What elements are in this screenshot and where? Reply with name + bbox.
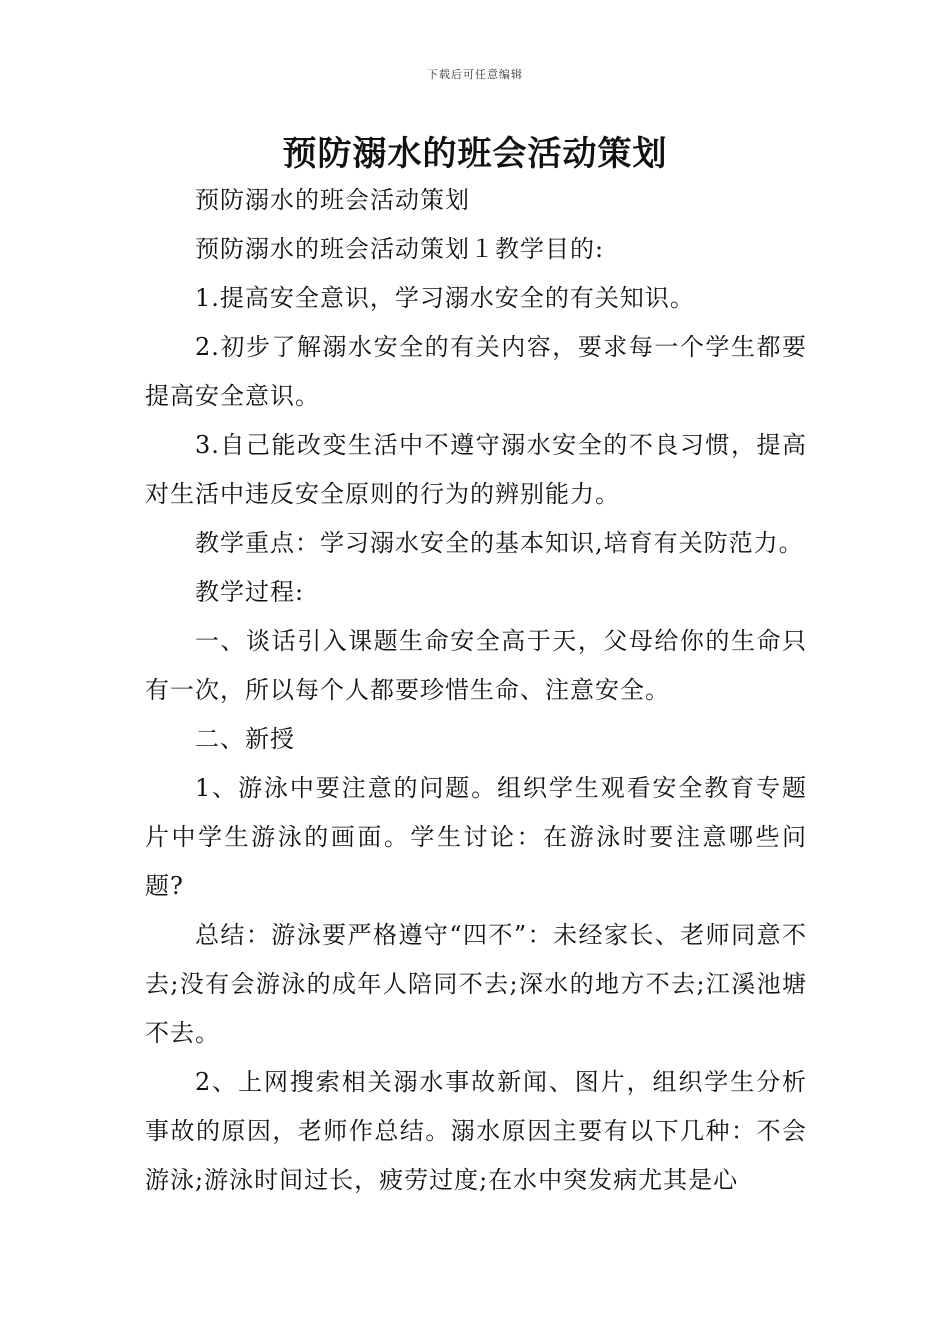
paragraph: 3.自己能改变生活中不遵守溺水安全的不良习惯，提高对生活中违反安全原则的行为的辨别能力。	[145, 431, 807, 508]
paragraph: 二、新授	[195, 725, 295, 753]
paragraph: 2、上网搜索相关溺水事故新闻、图片，组织学生分析事故的原因，老师作总结。溺水原因主要有以下几种：不会游泳;游泳时间过长，疲劳过度;在水中突发病尤其是心	[145, 1068, 807, 1194]
paragraph: 预防溺水的班会活动策划１教学目的:	[195, 235, 605, 263]
document-title: 预防溺水的班会活动策划	[282, 134, 668, 174]
paragraph: 一、谈话引入课题生命安全高于天，父母给你的生命只有一次，所以每个人都要珍惜生命、注意安全。	[145, 627, 807, 704]
paragraph: 教学过程:	[195, 578, 305, 606]
document-body	[145, 176, 807, 1205]
page-header-note: 下载后可任意编辑	[427, 68, 523, 81]
paragraph: 教学重点：学习溺水安全的基本知识,培育有关防范力。	[195, 529, 804, 557]
paragraph: 2.初步了解溺水安全的有关内容，要求每一个学生都要提高安全意识。	[145, 333, 807, 410]
paragraph: 总结：游泳要严格遵守“四不”：未经家长、老师同意不去;没有会游泳的成年人陪同不去;深水的地方不去;江溪池塘不去。	[145, 921, 807, 1047]
paragraph: 预防溺水的班会活动策划	[195, 186, 470, 214]
paragraph: 1、游泳中要注意的问题。组织学生观看安全教育专题片中学生游泳的画面。学生讨论：在游泳时要注意哪些问题?	[145, 774, 807, 900]
paragraph: 1.提高安全意识，学习溺水安全的有关知识。	[195, 284, 695, 312]
